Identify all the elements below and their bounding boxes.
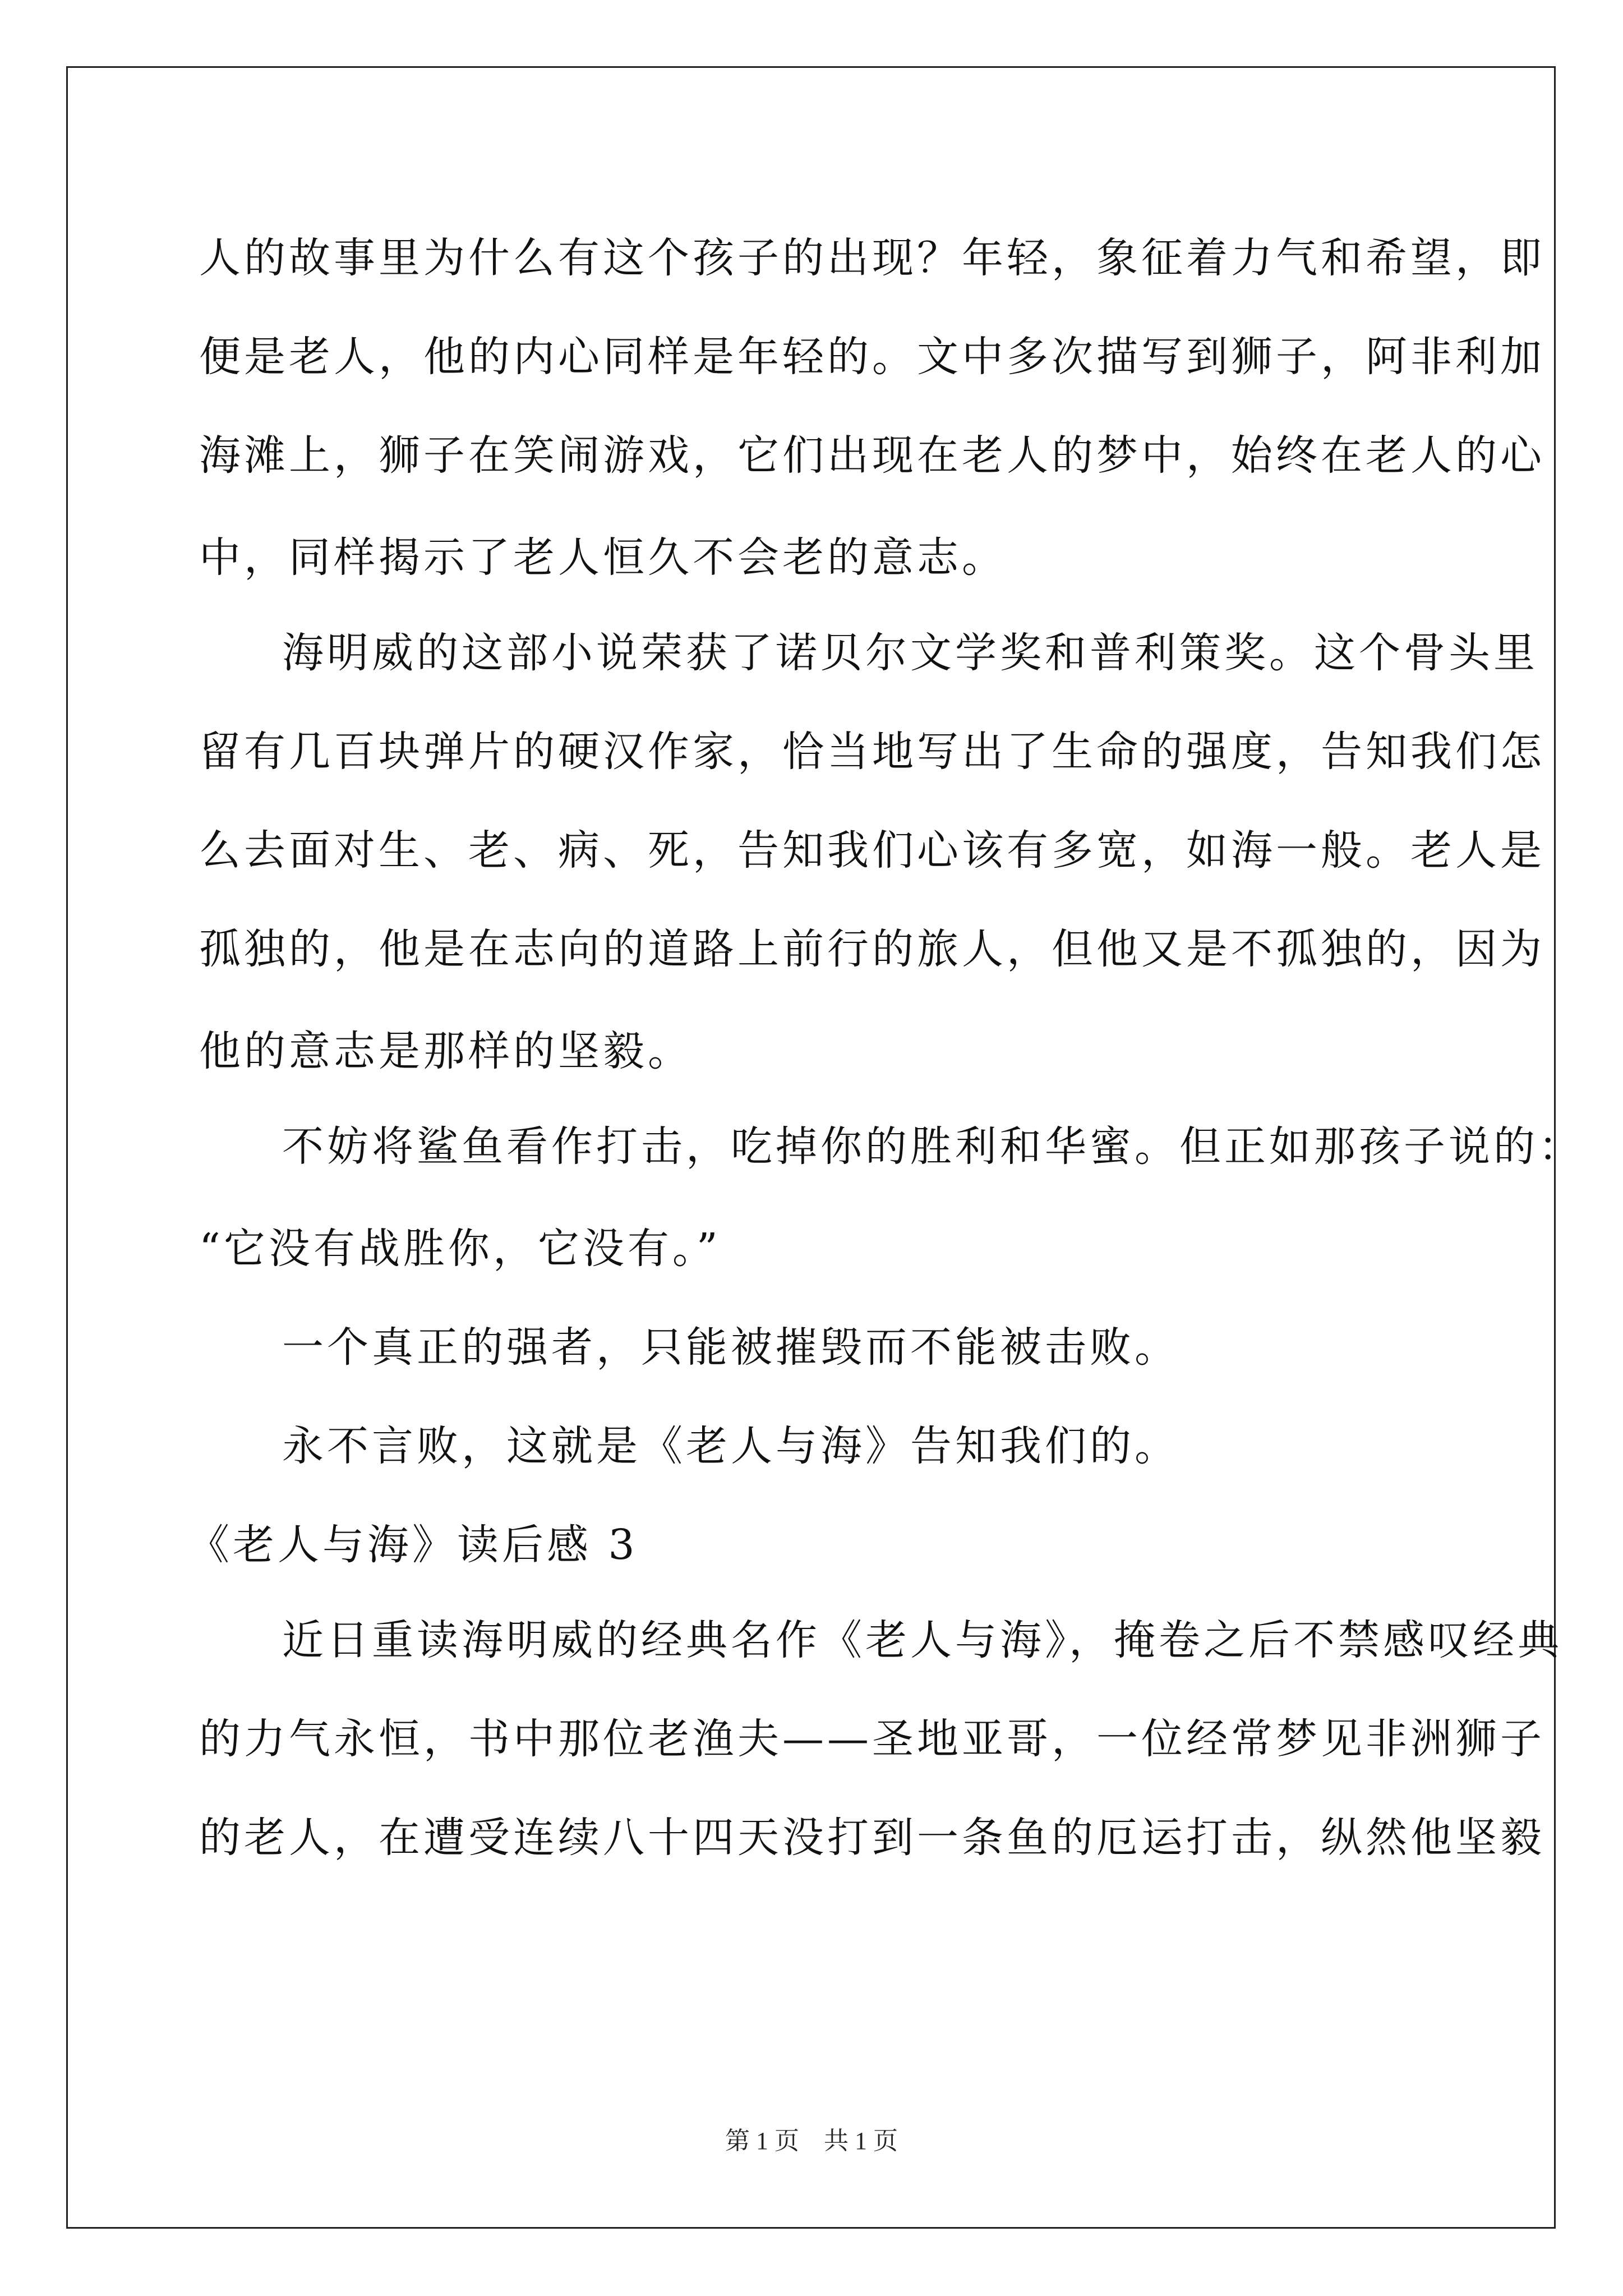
text-line: 永不言败，这就是《老人与海》告知我们的。	[282, 1422, 1179, 1470]
text-line: 中，同样揭示了老人恒久不会老的意志。	[199, 533, 1007, 582]
document-body	[188, 209, 1583, 1887]
text-line: 一个真正的强者，只能被摧毁而不能被击败。	[282, 1323, 1179, 1372]
text-line: 不妨将鲨鱼看作打击，吃掉你的胜利和华蜜。但正如那孩子说的：	[282, 1122, 1583, 1171]
page-footer: 第 1 页 共 1 页	[725, 2127, 898, 2155]
section-heading: 《老人与海》读后感 3	[188, 1521, 638, 1569]
text-line: 的老人，在遭受连续八十四天没打到一条鱼的厄运打击，纵然他坚毅	[199, 1814, 1545, 1862]
text-line: 海明威的这部小说荣获了诺贝尔文学奖和普利策奖。这个骨头里	[282, 629, 1538, 677]
text-line: 近日重读海明威的经典名作《老人与海》，掩卷之后不禁感叹经典	[282, 1616, 1562, 1664]
text-line: 海滩上，狮子在笑闹游戏，它们出现在老人的梦中，始终在老人的心	[199, 431, 1545, 480]
text-line: 孤独的，他是在志向的道路上前行的旅人，但他又是不孤独的，因为	[199, 925, 1545, 973]
text-line: 他的意志是那样的坚毅。	[199, 1027, 693, 1075]
text-line: 么去面对生、老、病、死，告知我们心该有多宽，如海一般。老人是	[199, 826, 1545, 875]
text-line: 便是老人，他的内心同样是年轻的。文中多次描写到狮子，阿非利加	[199, 333, 1545, 381]
text-line: “它没有战胜你，它没有。”	[199, 1225, 721, 1273]
text-line: 的力气永恒，书中那位老渔夫——圣地亚哥，一位经常梦见非洲狮子	[199, 1715, 1545, 1763]
text-line: 留有几百块弹片的硬汉作家，恰当地写出了生命的强度，告知我们怎	[199, 728, 1545, 776]
text-line: 人的故事里为什么有这个孩子的出现？年轻，象征着力气和希望，即	[199, 234, 1545, 282]
